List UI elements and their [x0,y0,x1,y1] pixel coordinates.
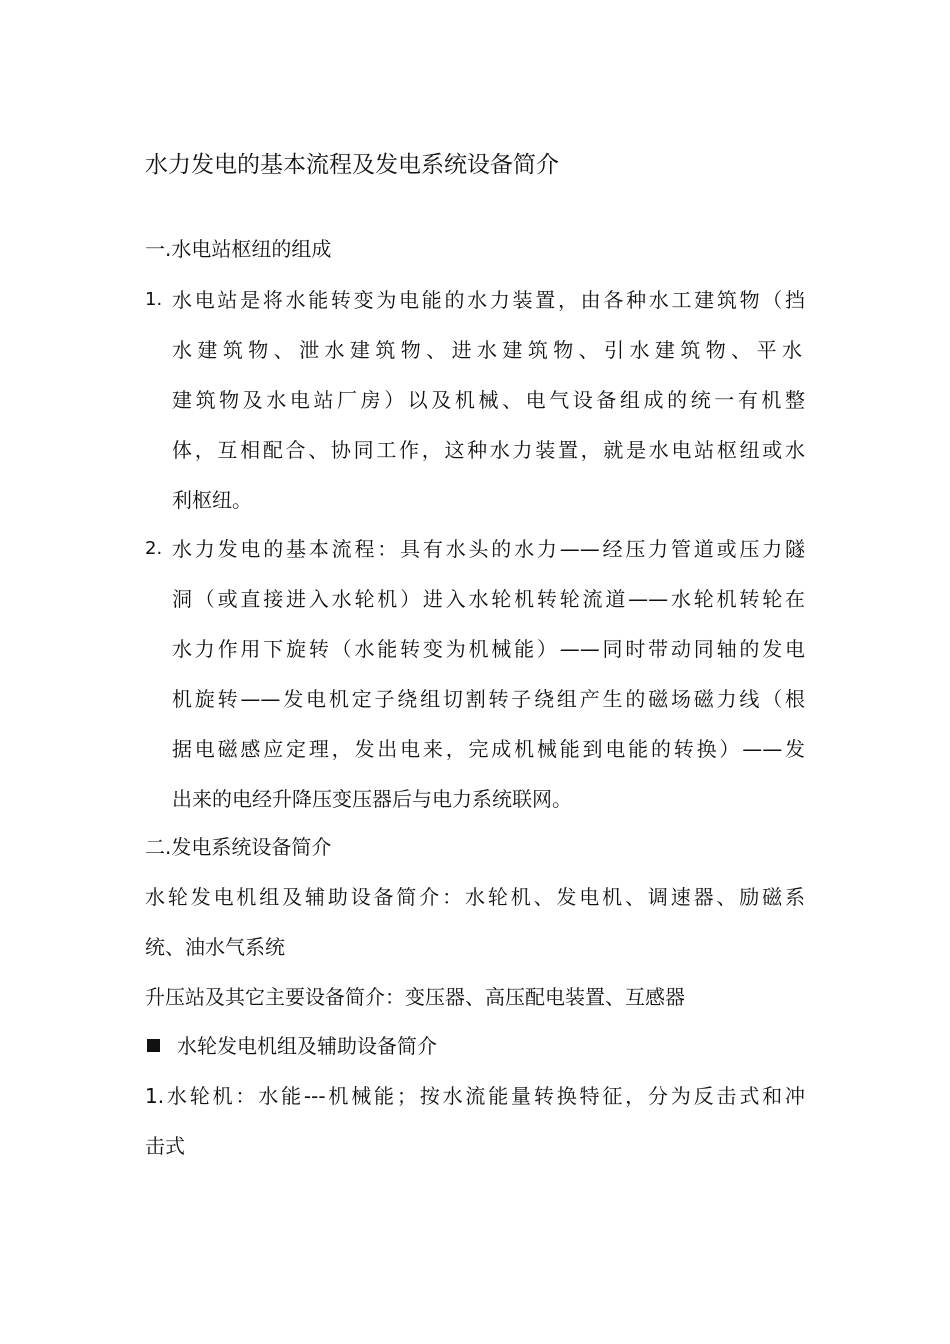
item-text [172,275,805,525]
item-text [172,524,805,824]
text-line: 1.水轮机：水能---机械能；按水流能量转换特征，分为反击式和冲 [145,1084,805,1108]
text-line: 水轮发电机组及辅助设备简介：水轮机、发电机、调速器、励磁系 [145,885,805,909]
paragraph-turbine [145,1071,805,1171]
text-line: 据电磁感应定理，发出电来，完成机械能到电能的转换）——发 [172,737,805,761]
text-line: 水电站是将水能转变为电能的水力装置，由各种水工建筑物（挡 [172,288,805,312]
paragraph-unit-equipment [145,872,805,972]
text-line: 击式 [145,1134,185,1158]
text-line: 出来的电经升降压变压器后与电力系统联网。 [172,787,572,811]
bullet-heading [145,1021,805,1071]
section-heading-1: 一.水电站枢纽的组成 [145,237,332,261]
text-line: 利枢纽。 [172,488,252,512]
square-bullet-icon [147,1039,160,1052]
text-line: 建筑物及水电站厂房）以及机械、电气设备组成的统一有机整 [172,388,805,412]
section-heading-2: 二.发电系统设备简介 [145,835,332,859]
text-line: 体，互相配合、协同工作，这种水力装置，就是水电站枢纽或水 [172,438,805,462]
page-title: 水力发电的基本流程及发电系统设备简介 [145,152,559,178]
text-line: 水力发电的基本流程：具有水头的水力——经压力管道或压力隧 [172,537,805,561]
text-line: 洞（或直接进入水轮机）进入水轮机转轮流道——水轮机转轮在 [172,587,805,611]
text-line: 升压站及其它主要设备简介：变压器、高压配电装置、互感器 [145,985,685,1009]
item-number: 2. [145,538,163,559]
text-line: 水力作用下旋转（水能转变为机械能）——同时带动同轴的发电 [172,637,805,661]
item-number: 1. [145,289,163,310]
text-line: 水建筑物、泄水建筑物、进水建筑物、引水建筑物、平水 [172,338,805,362]
text-line: 统、油水气系统 [145,935,285,959]
paragraph-substation-equipment [145,972,805,1022]
bullet-heading-text: 水轮发电机组及辅助设备简介 [177,1034,437,1058]
text-line: 机旋转——发电机定子绕组切割转子绕组产生的磁场磁力线（根 [172,687,805,711]
